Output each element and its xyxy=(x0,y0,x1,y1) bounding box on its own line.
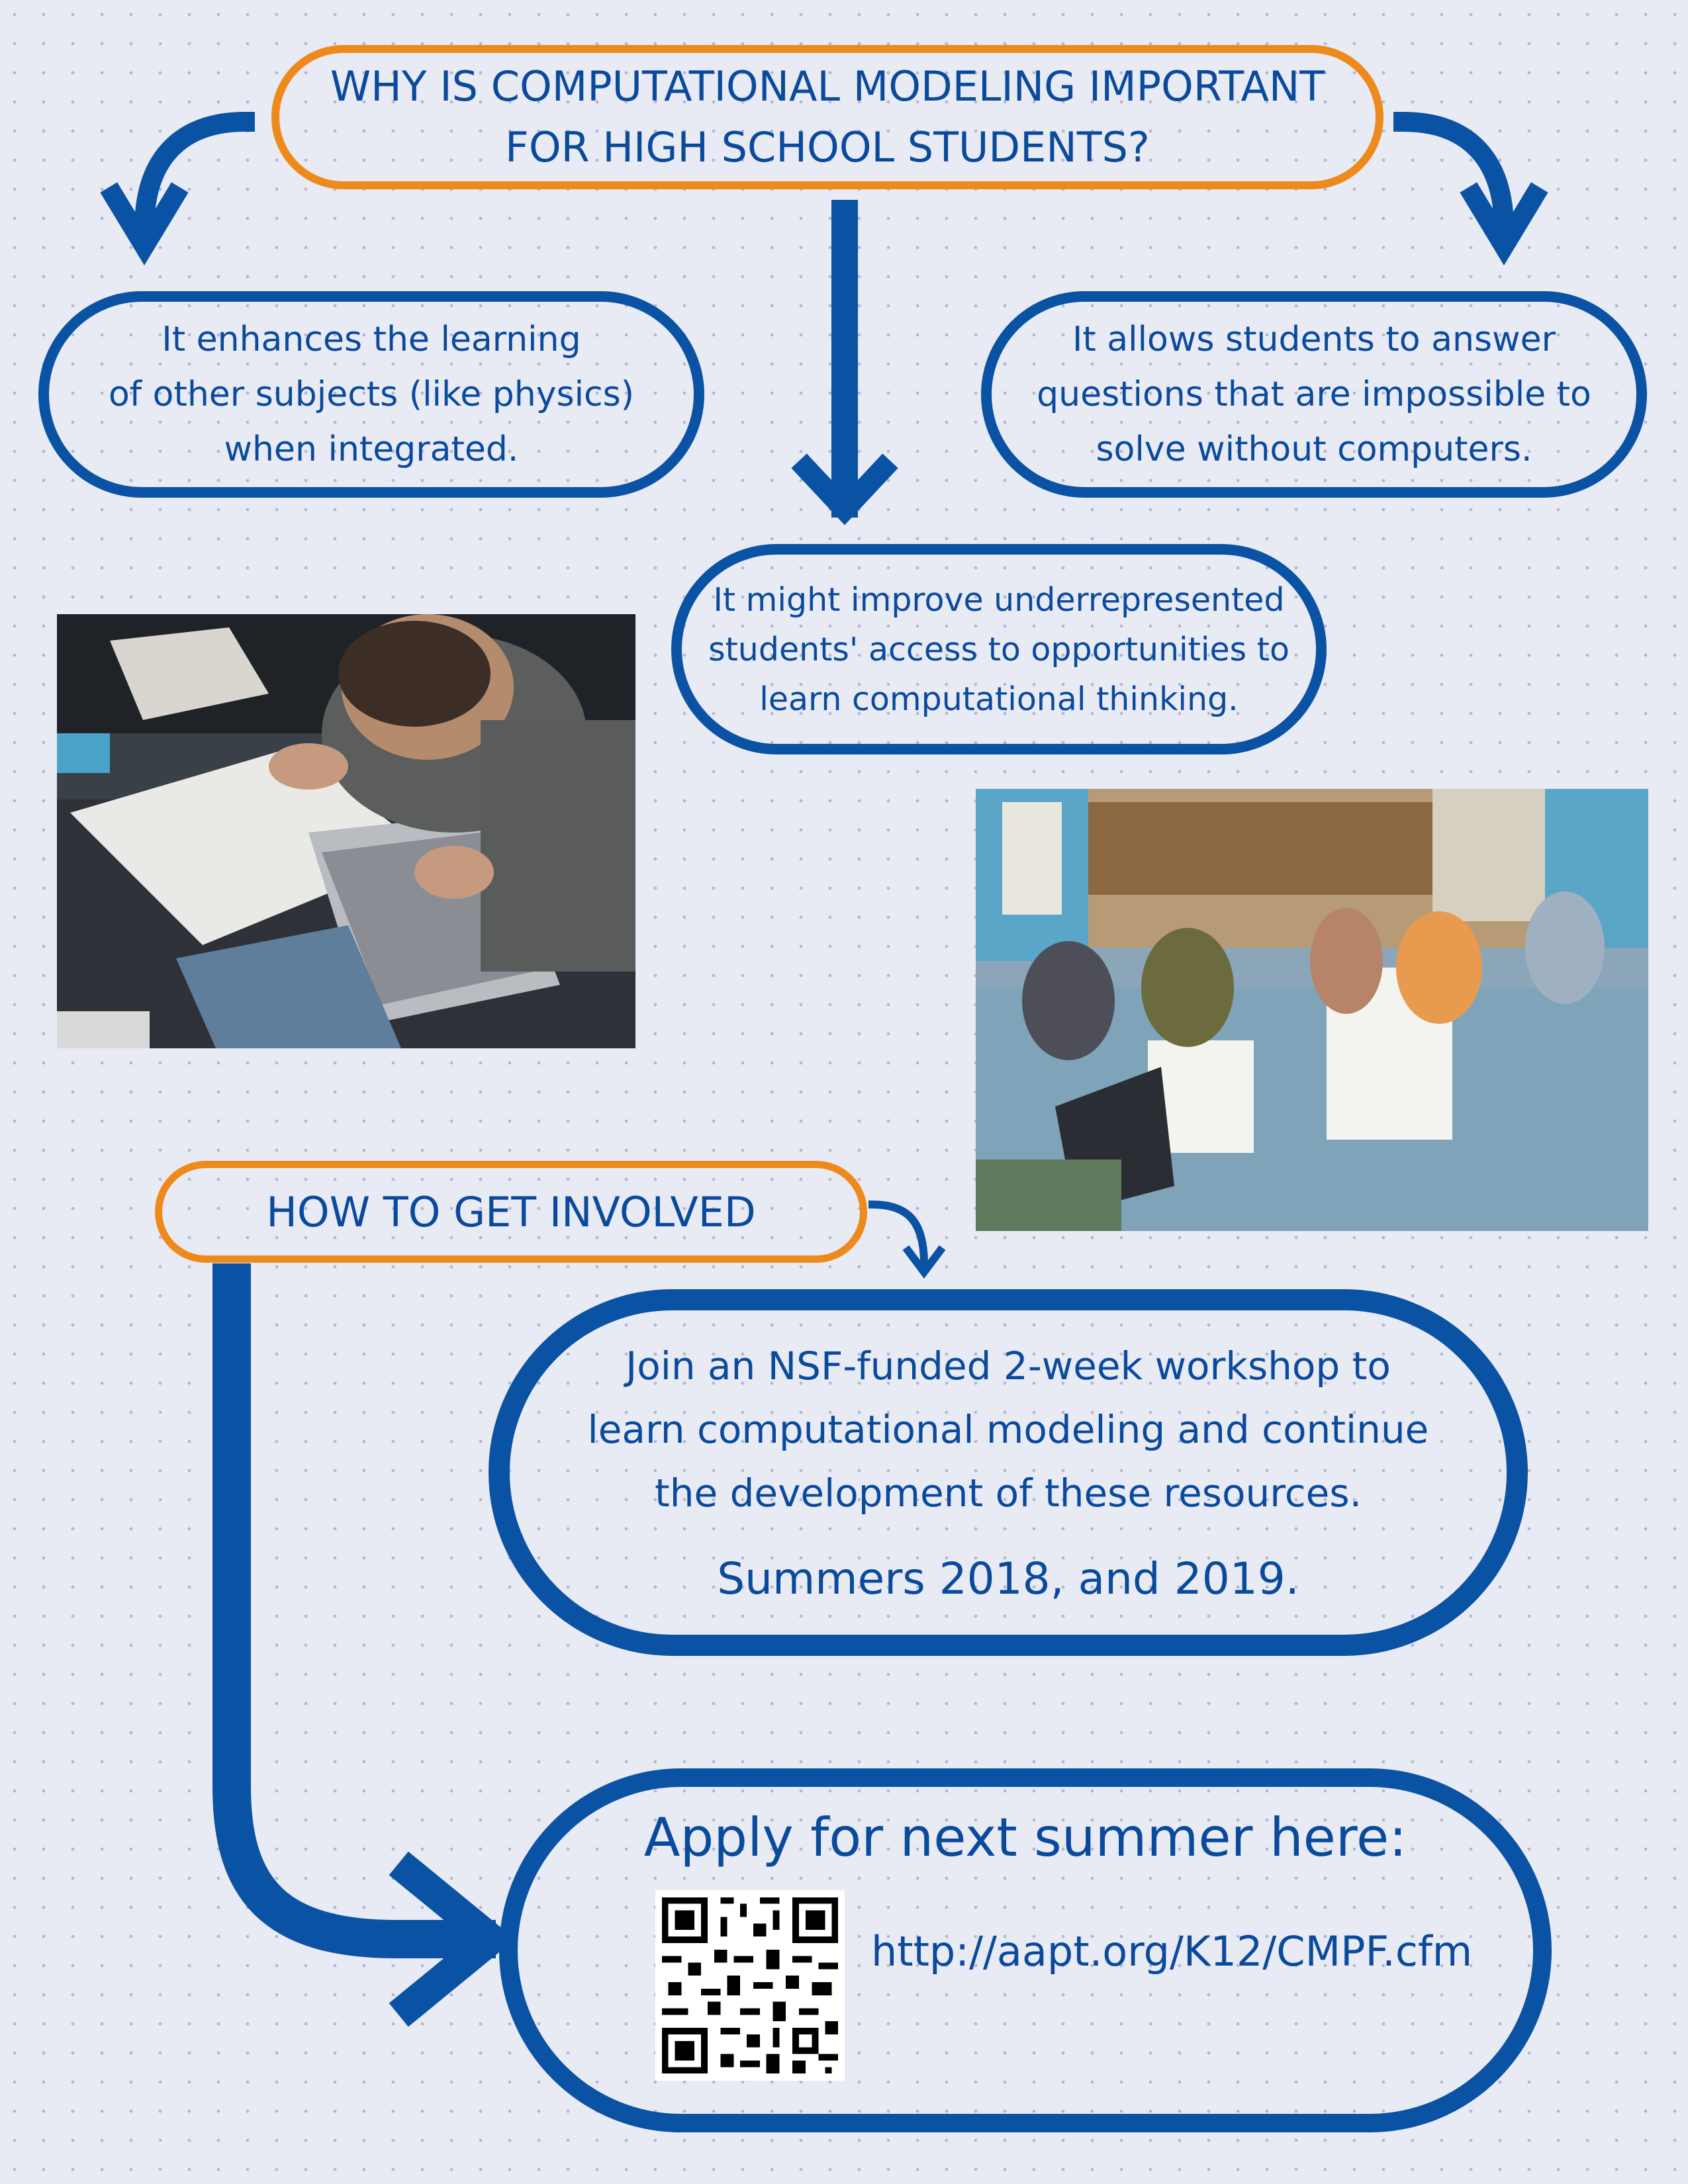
workshop-line-2: learn computational modeling and continue xyxy=(587,1407,1429,1452)
reason-left-line-2: of other subjects (like physics) xyxy=(108,374,634,414)
apply-url-link[interactable]: http://aapt.org/K12/CMPF.cfm xyxy=(871,1927,1473,1976)
reason-center-line-2: students' access to opportunities to xyxy=(708,630,1289,668)
teacher-working-on-laptop-photo xyxy=(57,614,635,1048)
reason-left-line-3: when integrated. xyxy=(224,429,519,469)
reason-right-line-2: questions that are impossible to xyxy=(1037,374,1591,414)
workshop-dates: Summers 2018, and 2019. xyxy=(717,1553,1299,1604)
teacher-group-discussion-photo xyxy=(976,789,1648,1231)
apply-heading: Apply for next summer here: xyxy=(643,1807,1407,1868)
reason-right-line-1: It allows students to answer xyxy=(1072,319,1556,359)
how-to-get-involved-label: HOW TO GET INVOLVED xyxy=(266,1187,756,1236)
reason-left-line-1: It enhances the learning xyxy=(162,319,581,359)
arrow-to-apply xyxy=(232,1283,477,1939)
reason-center-line-1: It might improve underrepresented xyxy=(713,580,1285,619)
question-line-1: WHY IS COMPUTATIONAL MODELING IMPORTANT xyxy=(330,62,1325,111)
reason-center-box xyxy=(671,544,1327,754)
reason-right-box xyxy=(981,291,1647,498)
question-box xyxy=(271,45,1383,189)
reason-left-box xyxy=(38,291,704,498)
question-line-2: FOR HIGH SCHOOL STUDENTS? xyxy=(505,123,1150,171)
reason-right-line-3: solve without computers. xyxy=(1096,429,1532,469)
reason-center-line-3: learn computational thinking. xyxy=(759,680,1239,718)
how-to-get-involved-box xyxy=(155,1161,867,1263)
workshop-line-1: Join an NSF-funded 2-week workshop to xyxy=(626,1343,1391,1388)
workshop-line-3: the development of these resources. xyxy=(654,1471,1362,1516)
workshop-box xyxy=(489,1289,1528,1656)
qr-code[interactable] xyxy=(655,1890,845,2081)
